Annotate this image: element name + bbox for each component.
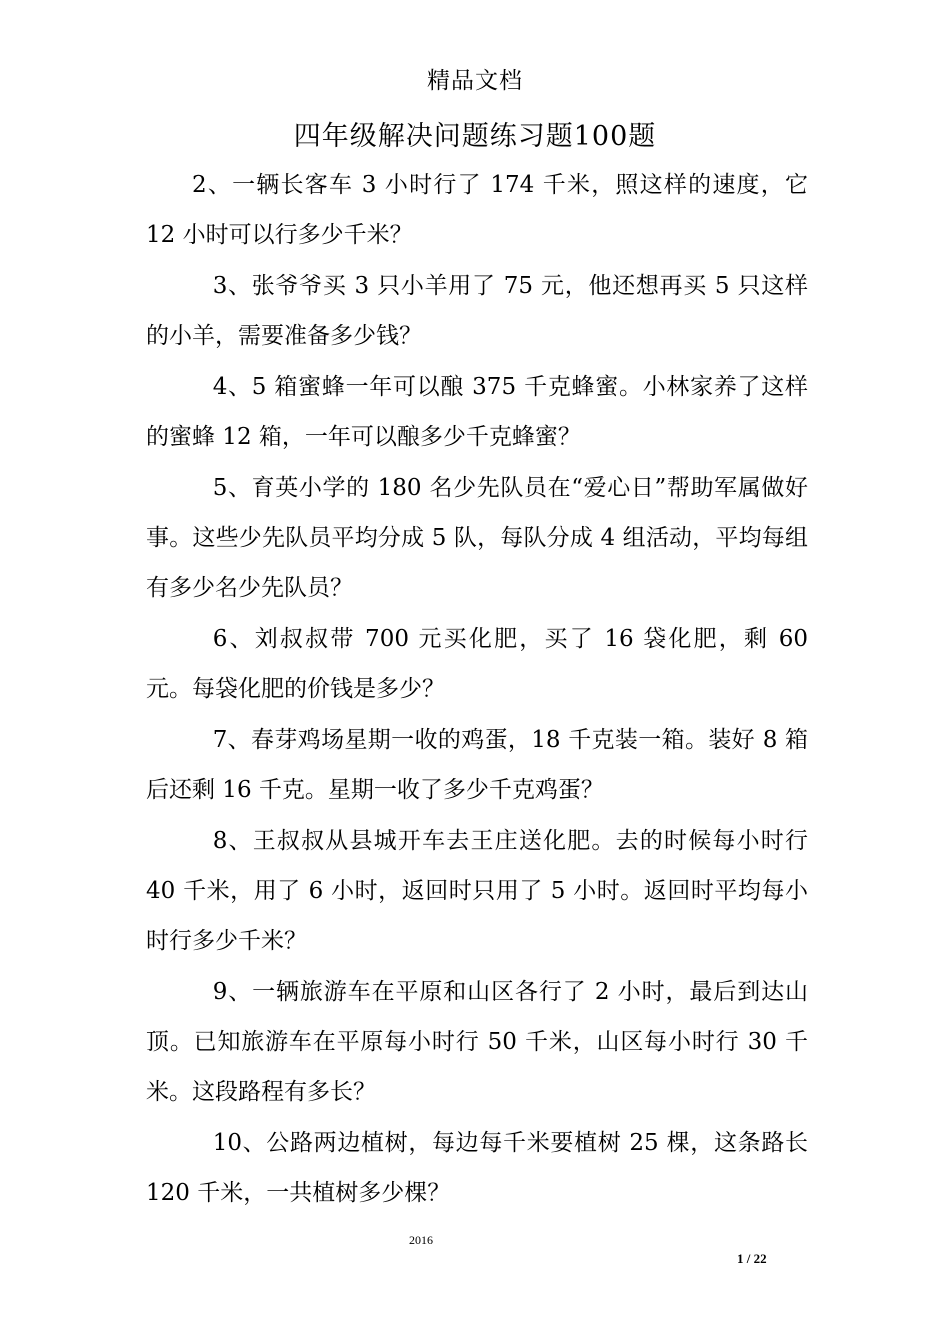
problem-item: 7、春芽鸡场星期一收的鸡蛋，18 千克装一箱。装好 8 箱后还剩 16 千克。星期一收了多少千克鸡蛋？ bbox=[146, 727, 808, 803]
problem-item: 4、5 箱蜜蜂一年可以酿 375 千克蜂蜜。小林家养了这样的蜜蜂 12 箱，一年可以酿多少千克蜂蜜？ bbox=[146, 374, 808, 450]
problem-list bbox=[146, 160, 808, 1219]
page-title: 四年级解决问题练习题100题 bbox=[293, 121, 657, 152]
problem-item: 8、王叔叔从县城开车去王庄送化肥。去的时候每小时行 40 千米，用了 6 小时，返回时只用了 5 小时。返回时平均每小时行多少千米？ bbox=[146, 828, 808, 954]
problem-item: 6、刘叔叔带 700 元买化肥，买了 16 袋化肥，剩 60 元。每袋化肥的价钱是多少？ bbox=[146, 626, 808, 702]
page-number: 1 / 22 bbox=[737, 1251, 767, 1266]
footer-year: 2016 bbox=[409, 1233, 433, 1247]
problem-item: 9、一辆旅游车在平原和山区各行了 2 小时，最后到达山顶。已知旅游车在平原每小时行 50 千米，山区每小时行 30 千米。这段路程有多长？ bbox=[146, 979, 808, 1105]
problem-item: 10、公路两边植树，每边每千米要植树 25 棵，这条路长 120 千米，一共植树多少棵？ bbox=[146, 1130, 808, 1206]
header-label: 精品文档 bbox=[427, 68, 523, 94]
problem-item: 5、育英小学的 180 名少先队员在“爱心日”帮助军属做好事。这些少先队员平均分成 5 队，每队分成 4 组活动，平均每组有多少名少先队员？ bbox=[146, 475, 808, 601]
problem-item: 3、张爷爷买 3 只小羊用了 75 元，他还想再买 5 只这样的小羊，需要准备多少钱？ bbox=[146, 273, 808, 349]
problem-item: 2、一辆长客车 3 小时行了 174 千米，照这样的速度，它 12 小时可以行多少千米？ bbox=[146, 172, 808, 248]
